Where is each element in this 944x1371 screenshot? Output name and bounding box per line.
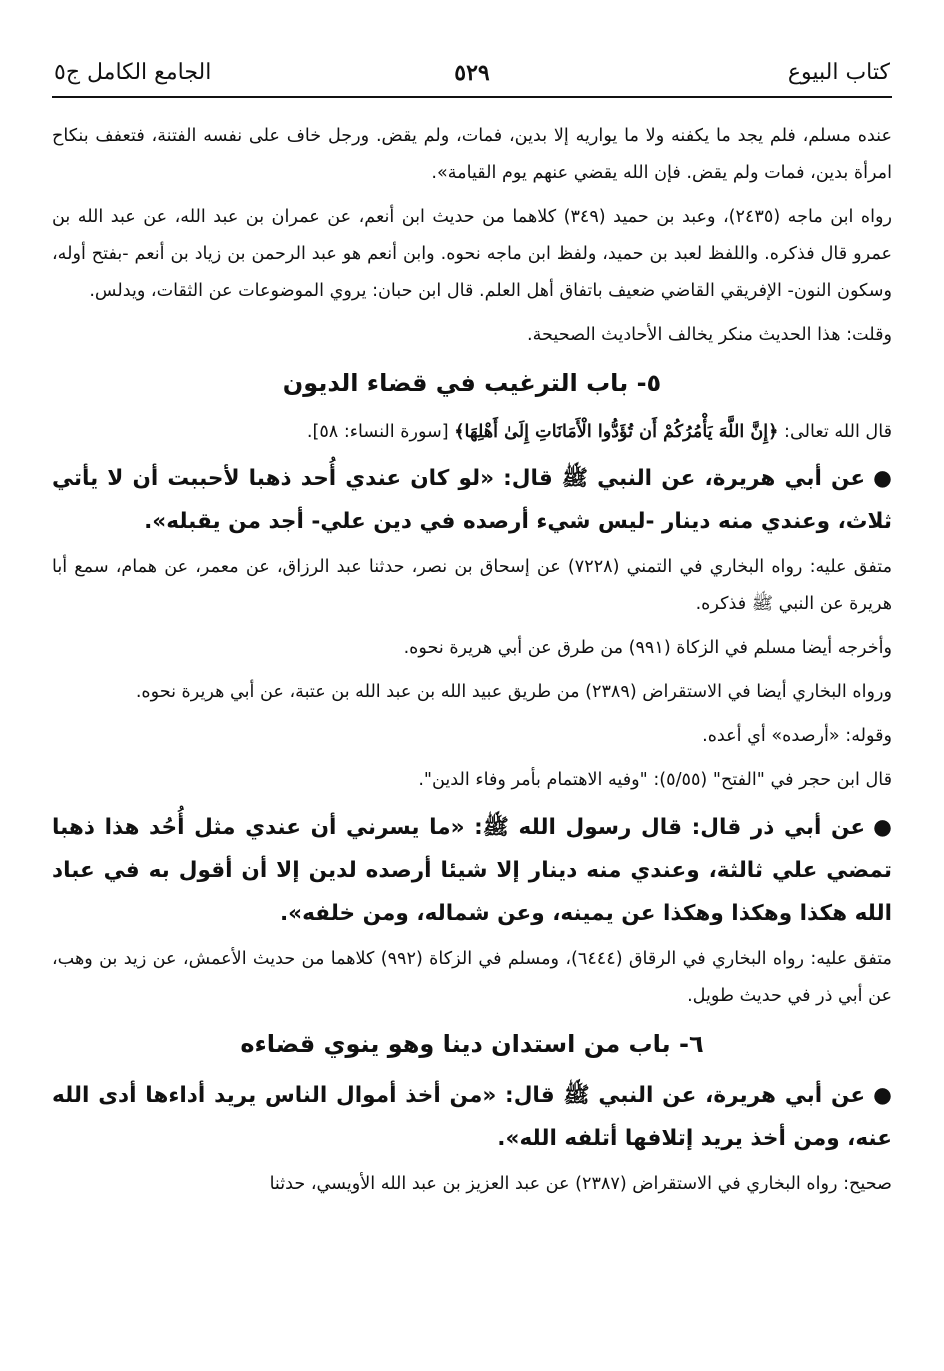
hadith-text [52, 806, 892, 935]
commentary-note: وقلت: هذا الحديث منكر يخالف الأحاديث الصحيحة. [527, 325, 892, 345]
running-head-volume: الجامع الكامل ج٥ [54, 60, 212, 85]
bullet-icon: ● [873, 1083, 892, 1108]
page-header [52, 52, 892, 98]
takhrij-note: متفق عليه: رواه البخاري في التمني (٧٢٢٨) عن إسحاق بن نصر، حدثنا عبد الرزاق، عن معمر، عن همام، سمع أبا هريرة عن النبي ﷺ فذكره. [52, 557, 893, 614]
hadith-body: عن أبي ذر قال: قال رسول الله ﷺ: «ما يسرني أن عندي مثل أُحُد هذا ذهبا تمضي علي ثالثة، وعندي منه دينار إلا شيئا أرصده لدين إلا أن أقول به في عباد الله هكذا وهكذا وهكذا عن يمينه، وعن شماله، ومن خلفه». [52, 815, 892, 926]
quran-verse: ﴿إِنَّ اللَّهَ يَأْمُرُكُمْ أَن تُؤَدُّوا الْأَمَانَاتِ إِلَىٰ أَهْلِهَا﴾ [454, 421, 779, 442]
paragraph: عنده مسلم، فلم يجد ما يكفنه ولا ما يواريه إلا بدين، فمات، ولم يقض. ورجل خاف على نفسه الفتنة، فتعفف بنكاح امرأة بدين، فمات ولم يقض. فإن الله يقضي عنهم يوم القيامة». [52, 126, 892, 183]
commentary-note: قال ابن حجر في "الفتح" (٥/٥٥): "وفيه الاهتمام بأمر وفاء الدين". [418, 770, 892, 790]
hadith-text [52, 1074, 892, 1160]
quran-citation [52, 413, 892, 451]
page-number: ٥٢٩ [454, 60, 490, 86]
surah-reference: [سورة النساء: ٥٨]. [306, 422, 449, 442]
word-explanation: وقوله: «أرصده» أي أعده. [702, 726, 892, 746]
hadith-body: عن أبي هريرة، عن النبي ﷺ قال: «من أخذ أموال الناس يريد أداءها أدى الله عنه، ومن أخذ يريد إتلافها أتلفه الله». [52, 1083, 892, 1151]
bullet-icon: ● [873, 466, 892, 491]
takhrij-note: رواه ابن ماجه (٢٤٣٥)، وعبد بن حميد (٣٤٩) كلاهما من حديث ابن أنعم، عن عمران بن عبد الله، عن عبد الله بن عمرو قال فذكره. واللفظ لعبد بن حميد، ولفظ ابن ماجه نحوه. وابن أنعم هو عبد الرحمن بن زياد بن أنعم -بفتح أوله، وسكون النون- الإفريقي القاضي ضعيف باتفاق أهل العلم. قال ابن حبان: يروي الموضوعات عن الثقات، ويدلس. [52, 207, 892, 301]
takhrij-note: متفق عليه: رواه البخاري في الرقاق (٦٤٤٤)، ومسلم في الزكاة (٩٩٢) كلاهما من حديث الأعمش، عن زيد بن وهب، عن أبي ذر في حديث طويل. [52, 949, 892, 1006]
bullet-icon: ● [873, 815, 892, 840]
verse-intro: قال الله تعالى: [784, 422, 892, 442]
page-body [52, 118, 892, 1210]
takhrij-note: ورواه البخاري أيضا في الاستقراض (٢٣٨٩) من طريق عبيد الله بن عبد الله بن عتبة، عن أبي هريرة نحوه. [135, 682, 892, 702]
hadith-body: عن أبي هريرة، عن النبي ﷺ قال: «لو كان عندي أُحد ذهبا لأحببت أن لا يأتي ثلاث، وعندي منه دينار -ليس شيء أرصده في دين علي- أجد من يقبله». [52, 466, 892, 534]
chapter-heading: ٥- باب الترغيب في قضاء الديون [282, 369, 662, 397]
hadith-text [52, 457, 892, 543]
chapter-heading: ٦- باب من استدان دينا وهو ينوي قضاءه [240, 1030, 704, 1058]
takhrij-note: وأخرجه أيضا مسلم في الزكاة (٩٩١) من طرق عن أبي هريرة نحوه. [403, 638, 892, 658]
running-head-book-title: كتاب البيوع [787, 60, 890, 85]
takhrij-note: صحيح: رواه البخاري في الاستقراض (٢٣٨٧) عن عبد العزيز بن عبد الله الأويسي، حدثنا [269, 1174, 892, 1194]
